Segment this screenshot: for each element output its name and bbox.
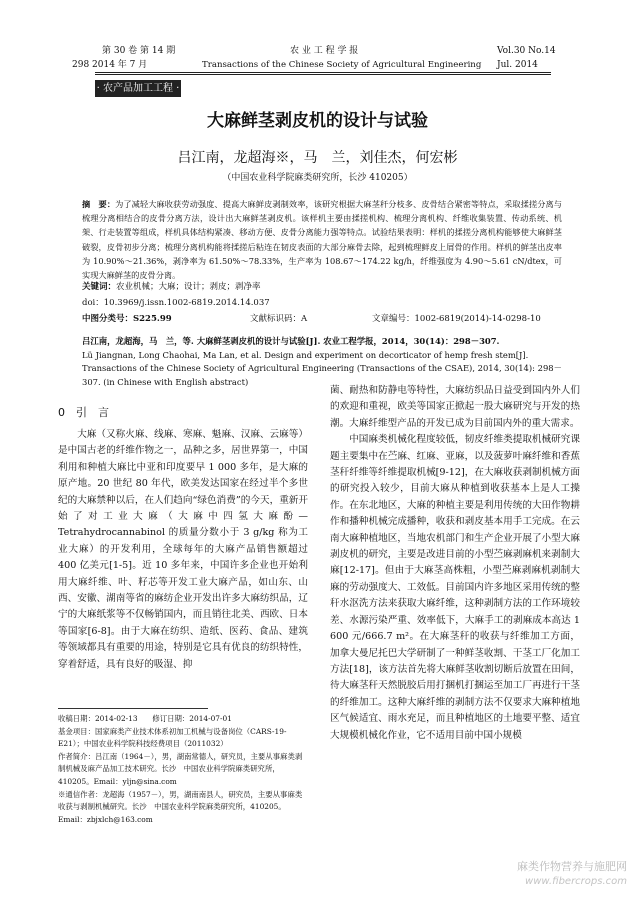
paragraph: 大麻（又称火麻、线麻、寒麻、魁麻、汉麻、云麻等）是中国古老的纤维作物之一，品种之多，居世界第一，中国利用和种植大麻比中亚和印度要早 1 000 多年，是大麻的原产地。20 世纪 80 年代，欧美发达国家在经过半个多世纪的大麻禁种以后，在人们趋向“绿色消费”的今天，重新开始了对工业大麻（大麻中四氢大麻酚—Tetrahydrocannabinol 的质量分数小于 3 g/kg 称为工业大麻）的开发利用，全球每年的大麻产品销售额超过 400 亿美元[1-5]。近 10 多年来，中国许多企业也开始利用大麻纤维、叶、籽芯等开发工业大麻产品，如山东、山西、安徽、湖南等省的麻纺企业开发出许多大麻纺织品，辽宁的大麻纸浆等不仅畅销国内，而且销往北美、西欧、日本等国家[6-8]。由于大麻在纺织、造纸、医药、食品、建筑等领域都具有重要的用途，特别是它具有优良的纺织特性，穿着舒适，具有良好的吸湿、抑: [58, 429, 308, 670]
watermark-cn: 麻类作物营养与施肥网: [517, 860, 627, 873]
footnote-received: 收稿日期：2014-02-13 修订日期：2014-07-01: [58, 714, 232, 723]
keywords: [82, 280, 261, 292]
footnote-author-bio: 作者简介：吕江南（1964－），男，湖南常德人，研究员，主要从事麻类剥制机械及麻产品加工技术研究。长沙 中国农业科学院麻类研究所，410205。Email：yljn@sina.com: [58, 751, 303, 786]
paragraph: 菌、耐热和防静电等特性，大麻纺织品日益受到国内外人们的欢迎和重视，欧美等国家正掀起一股大麻研究与开发的热潮。大麻纤维型产品的开发已成为目前国内外的重大需求。: [330, 385, 580, 429]
clc-number: 中图分类号：S225.99: [82, 314, 172, 324]
abstract-text: 为了减轻大麻收获劳动强度、提高大麻鲜皮剥制效率，该研究根据大麻茎秆分枝多、皮骨结合紧密等特点，采取揉搓分离与梳理分离相结合的皮骨分离方法，设计出大麻鲜茎剥皮机。该样机主要由揉搓机构、梳理分离机构、纤维收集装置、传动系统、机架、行走装置等组成，样机具体结构紧凑、移动方便、皮骨分离能力强等特点。试验结果表明：样机的揉搓分离机构能够使大麻鲜茎破裂，皮骨初步分离；梳理分离机构能将揉搓后粘连在韧皮表面的大部分麻骨去除，起到梳理鲜皮上屑骨的作用。样机的鲜茎出皮率为 10.90%～21.36%，剥净率为 61.50%～78.33%，生产率为 108.67～174.22 kg/h，纤维强度为 4.90～5.61 cN/dtex，可实现大麻鲜茎的皮骨分离。: [82, 199, 562, 281]
affiliation: （中国农业科学院麻类研究所，长沙 410205）: [222, 173, 413, 183]
paper-title: 大麻鲜茎剥皮机的设计与试验: [207, 111, 428, 131]
header-rule: [95, 72, 551, 73]
citation-cn: 吕江南，龙超海，马 兰，等. 大麻鲜茎剥皮机的设计与试验[J]. 农业工程学报，2014，30(14)：298－307.: [82, 336, 500, 346]
footnote-corresponding: ※通信作者：龙超海（1957－），男，湖南南县人，研究员，主要从事麻类收获与剥制机械研究。长沙 中国农业科学院麻类研究所，410205。Email：zbjxlch@163.com: [58, 789, 303, 824]
section-heading-intro: 0 引 言: [58, 406, 109, 419]
header-rule-2: [95, 74, 551, 75]
footnote-funding: 基金项目：国家麻类产业技术体系初加工机械与设备岗位（CARS-19-E21）；中国农业科学院科技经费项目（2011032）: [58, 726, 287, 749]
footnote-rule: [58, 708, 208, 709]
right-column: [330, 383, 580, 744]
author-list: 吕江南，龙超海※，马 兰，刘佳杰，何宏彬: [177, 150, 458, 166]
left-column: [58, 427, 308, 673]
keywords-label: 关键词：: [82, 282, 117, 292]
abstract-label: 摘 要：: [82, 199, 116, 209]
header-page-date-cn: 298 2014 年 7 月: [72, 60, 148, 70]
document-code: 文献标识码：A: [250, 314, 308, 324]
header-journal-en: Transactions of the Chinese Society of Agricultural Engineering: [202, 60, 482, 70]
section-tag: · 农产品加工工程 ·: [95, 80, 181, 97]
header-journal-cn: 农 业 工 程 学 报: [290, 46, 359, 56]
paragraph: 中国麻类机械化程度较低，韧皮纤维类提取机械研究课题主要集中在苎麻、红麻、亚麻，以及菠萝叶麻纤维和香蕉茎秆纤维等纤维提取机械[9-12]，在大麻收获剥制机械方面的研究投入较少，目前大麻从种植到收获基本上是人工操作。在东北地区，大麻的种植主要是利用传统的大田作物耕作和播种机械完成播种，收获和剥皮基本用手工完成。在云南大麻种植地区，当地农机部门和生产企业开展了小型大麻剥皮机的研究，主要是改进目前的小型苎麻剥麻机来剥制大麻[12-17]。但由于大麻茎高株粗，小型苎麻剥麻机剥制大麻的劳动强度大、工效低。目前国内许多地区采用传统的整秆水沤洗方法来获取大麻纤维，这种剥制方法的工作环境较差、水源污染严重、效率低下，大麻手工的剥麻成本高达 1 600 元/666.7 m²。在大麻茎秆的收获与纤维加工方面，加拿大曼尼托巴大学研制了一种鲜茎收割、干茎工厂化加工方法[18]，该方法首先将大麻鲜茎收割切断后放置在田间，待大麻茎秆天然脱胶后用打捆机打捆运至加工厂再进行干茎的纤维加工。这种大麻纤维的剥制方法不仅要求大麻种植地区气候适宜、雨水充足，而且种植地区的土地要平整、适宜大规模机械化作业，它不适用目前中国小规模: [330, 434, 580, 741]
article-number: 文章编号：1002-6819(2014)-14-0298-10: [372, 314, 541, 324]
watermark-url: www.fibercrops.com: [525, 876, 627, 887]
header-volume-en: Vol.30 No.14: [497, 46, 556, 56]
doi: doi：10.3969/j.issn.1002-6819.2014.14.037: [82, 298, 270, 308]
header-volume-cn: 第 30 卷 第 14 期: [102, 46, 176, 56]
citation: [82, 335, 562, 389]
abstract: [82, 197, 562, 282]
citation-en: Lü Jiangnan, Long Chaohai, Ma Lan, et al. Design and experiment on decorticator of hemp fresh stem[J]. Transactions of the Chinese Society of Agricultural Engineering (Transactions of the CSAE), 2014, 30(14): 298－307. (in Chinese with English abstract): [82, 349, 562, 387]
footnotes: [58, 713, 308, 826]
header-date-en: Jul. 2014: [497, 60, 538, 70]
keywords-text: 农业机械；大麻；设计；剥皮；剥净率: [116, 282, 261, 292]
